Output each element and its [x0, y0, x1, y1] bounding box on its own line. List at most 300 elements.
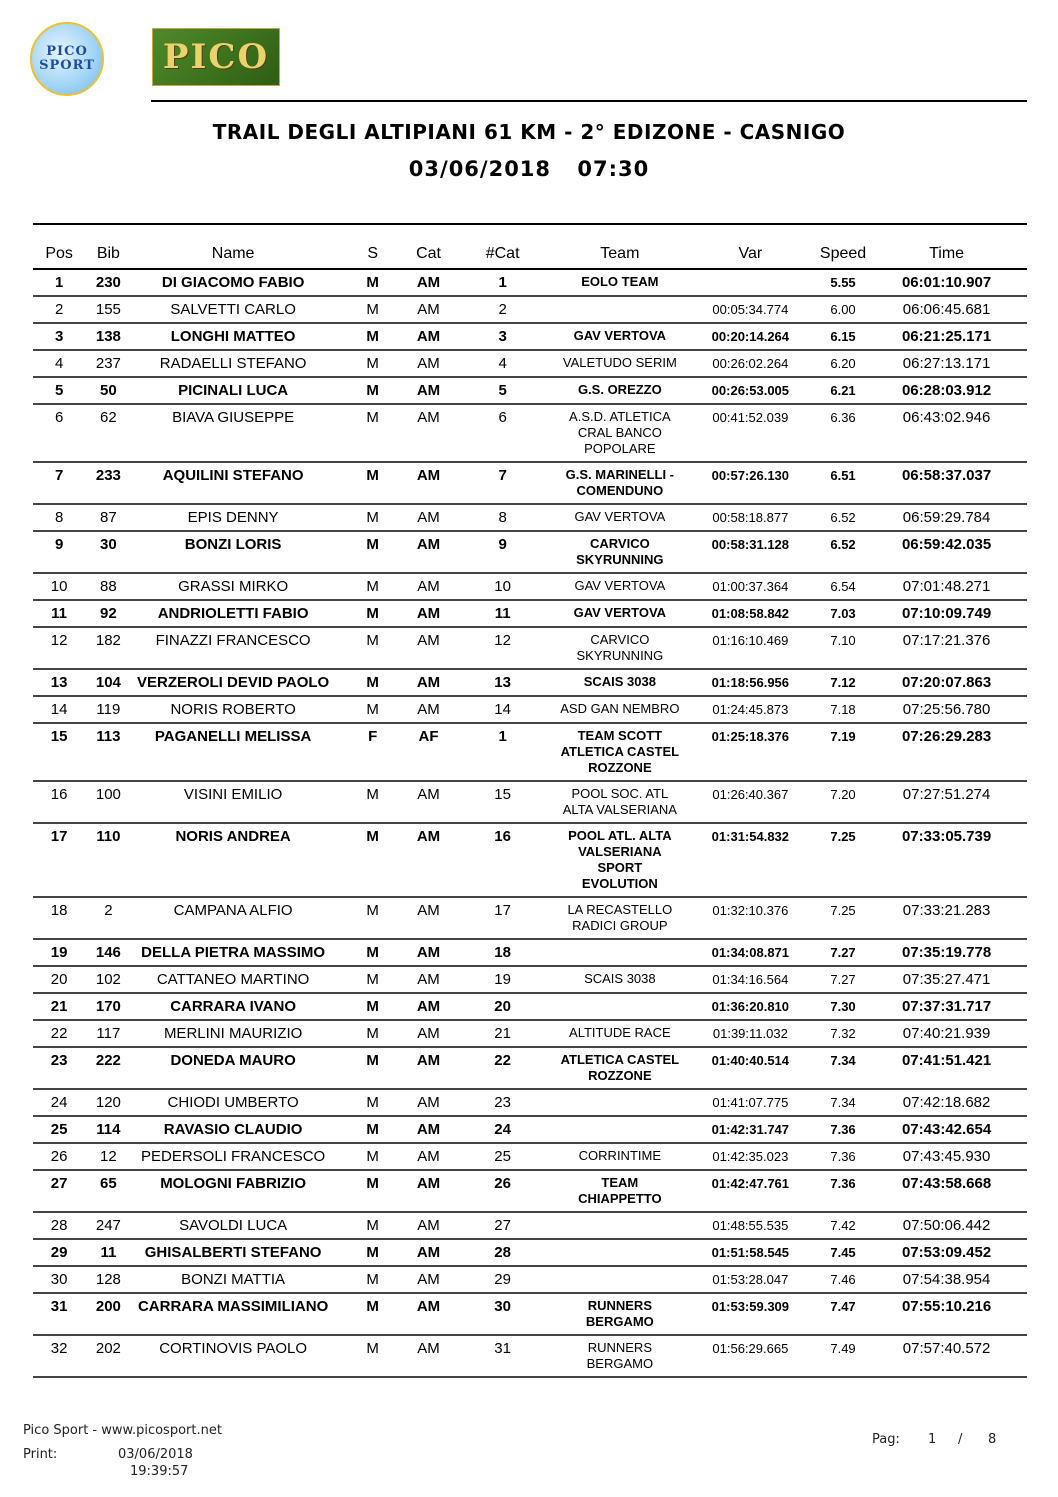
cell-bib: 222 [85, 1047, 131, 1089]
cell-var: 01:53:28.047 [681, 1266, 820, 1293]
cell-team [559, 939, 681, 966]
cell-pos: 13 [33, 669, 85, 696]
cell-time: 06:59:29.784 [866, 504, 1027, 531]
cell-speed: 7.36 [820, 1143, 866, 1170]
cell-time: 06:58:37.037 [866, 462, 1027, 504]
cell-time: 07:55:10.216 [866, 1293, 1027, 1335]
cell-name: GRASSI MIRKO [132, 573, 335, 600]
cell-ncat: 24 [446, 1116, 559, 1143]
cell-s: M [335, 1212, 411, 1239]
cell-s: M [335, 1020, 411, 1047]
cell-cat: AM [411, 377, 447, 404]
cell-pos: 9 [33, 531, 85, 573]
cell-var: 01:08:58.842 [681, 600, 820, 627]
cell-pos: 7 [33, 462, 85, 504]
cell-var: 00:26:53.005 [681, 377, 820, 404]
col-team: Team [559, 240, 681, 269]
race-datetime: 03/06/2018 07:30 [408, 157, 650, 181]
cell-var: 01:18:56.956 [681, 669, 820, 696]
cell-pos: 27 [33, 1170, 85, 1212]
cell-s: M [335, 993, 411, 1020]
cell-ncat: 1 [446, 269, 559, 296]
cell-speed: 7.10 [820, 627, 866, 669]
cell-name: CATTANEO MARTINO [132, 966, 335, 993]
cell-time: 07:20:07.863 [866, 669, 1027, 696]
table-row [33, 1047, 1027, 1089]
cell-time: 06:27:13.171 [866, 350, 1027, 377]
cell-speed: 7.45 [820, 1239, 866, 1266]
cell-bib: 237 [85, 350, 131, 377]
cell-pos: 15 [33, 723, 85, 781]
cell-time: 06:59:42.035 [866, 531, 1027, 573]
cell-team: CARVICO SKYRUNNING [559, 627, 681, 669]
cell-name: PICINALI LUCA [132, 377, 335, 404]
cell-ncat: 4 [446, 350, 559, 377]
cell-speed: 7.36 [820, 1170, 866, 1212]
cell-speed: 7.49 [820, 1335, 866, 1377]
cell-var: 01:24:45.873 [681, 696, 820, 723]
cell-time: 07:43:45.930 [866, 1143, 1027, 1170]
table-row [33, 993, 1027, 1020]
cell-team: ASD GAN NEMBRO [559, 696, 681, 723]
cell-speed: 7.34 [820, 1089, 866, 1116]
cell-speed: 6.15 [820, 323, 866, 350]
cell-s: M [335, 1047, 411, 1089]
cell-time: 06:43:02.946 [866, 404, 1027, 462]
cell-cat: AM [411, 1266, 447, 1293]
cell-bib: 170 [85, 993, 131, 1020]
table-row [33, 823, 1027, 897]
cell-time: 07:37:31.717 [866, 993, 1027, 1020]
cell-cat: AM [411, 627, 447, 669]
cell-ncat: 17 [446, 897, 559, 939]
table-row [33, 1143, 1027, 1170]
cell-time: 07:10:09.749 [866, 600, 1027, 627]
cell-time: 07:57:40.572 [866, 1335, 1027, 1377]
table-row [33, 1239, 1027, 1266]
cell-var: 01:32:10.376 [681, 897, 820, 939]
cell-speed: 7.27 [820, 939, 866, 966]
cell-bib: 247 [85, 1212, 131, 1239]
cell-time: 07:40:21.939 [866, 1020, 1027, 1047]
cell-cat: AM [411, 531, 447, 573]
cell-name: PAGANELLI MELISSA [132, 723, 335, 781]
cell-team: GAV VERTOVA [559, 573, 681, 600]
cell-speed: 6.52 [820, 504, 866, 531]
cell-pos: 12 [33, 627, 85, 669]
cell-time: 06:28:03.912 [866, 377, 1027, 404]
cell-cat: AM [411, 462, 447, 504]
cell-name: NORIS ROBERTO [132, 696, 335, 723]
cell-speed: 6.54 [820, 573, 866, 600]
cell-time: 07:35:19.778 [866, 939, 1027, 966]
table-row [33, 462, 1027, 504]
cell-cat: AM [411, 1335, 447, 1377]
cell-ncat: 26 [446, 1170, 559, 1212]
table-row [33, 1116, 1027, 1143]
table-row [33, 1266, 1027, 1293]
cell-team: CARVICO SKYRUNNING [559, 531, 681, 573]
cell-speed: 7.25 [820, 897, 866, 939]
cell-name: RAVASIO CLAUDIO [132, 1116, 335, 1143]
cell-ncat: 5 [446, 377, 559, 404]
cell-team [559, 1116, 681, 1143]
cell-cat: AM [411, 1212, 447, 1239]
cell-s: M [335, 323, 411, 350]
cell-pos: 14 [33, 696, 85, 723]
cell-ncat: 27 [446, 1212, 559, 1239]
cell-time: 07:50:06.442 [866, 1212, 1027, 1239]
cell-name: PEDERSOLI FRANCESCO [132, 1143, 335, 1170]
table-row [33, 627, 1027, 669]
cell-cat: AM [411, 573, 447, 600]
cell-var: 01:48:55.535 [681, 1212, 820, 1239]
cell-team: G.S. OREZZO [559, 377, 681, 404]
cell-pos: 24 [33, 1089, 85, 1116]
cell-time: 06:01:10.907 [866, 269, 1027, 296]
footer-site: Pico Sport - www.picosport.net [23, 1423, 222, 1438]
cell-var: 01:25:18.376 [681, 723, 820, 781]
cell-ncat: 3 [446, 323, 559, 350]
cell-var: 00:26:02.264 [681, 350, 820, 377]
cell-time: 07:27:51.274 [866, 781, 1027, 823]
cell-s: M [335, 1239, 411, 1266]
cell-ncat: 21 [446, 1020, 559, 1047]
table-row [33, 1293, 1027, 1335]
cell-time: 07:25:56.780 [866, 696, 1027, 723]
cell-team: RUNNERS BERGAMO [559, 1335, 681, 1377]
table-row [33, 696, 1027, 723]
cell-var: 00:41:52.039 [681, 404, 820, 462]
cell-name: AQUILINI STEFANO [132, 462, 335, 504]
cell-ncat: 10 [446, 573, 559, 600]
cell-team: VALETUDO SERIM [559, 350, 681, 377]
cell-s: F [335, 723, 411, 781]
cell-var: 01:34:08.871 [681, 939, 820, 966]
cell-name: MERLINI MAURIZIO [132, 1020, 335, 1047]
cell-speed: 7.19 [820, 723, 866, 781]
cell-s: M [335, 296, 411, 323]
table-row [33, 897, 1027, 939]
cell-pos: 26 [33, 1143, 85, 1170]
cell-time: 07:43:42.654 [866, 1116, 1027, 1143]
cell-s: M [335, 269, 411, 296]
cell-bib: 128 [85, 1266, 131, 1293]
table-row [33, 296, 1027, 323]
col-bib: Bib [85, 240, 131, 269]
footer-print-date: 03/06/2018 [118, 1447, 193, 1462]
cell-s: M [335, 781, 411, 823]
cell-speed: 7.32 [820, 1020, 866, 1047]
table-row [33, 323, 1027, 350]
table-row [33, 781, 1027, 823]
cell-team: A.S.D. ATLETICA CRAL BANCO POPOLARE [559, 404, 681, 462]
table-row [33, 939, 1027, 966]
cell-pos: 6 [33, 404, 85, 462]
cell-team: SCAIS 3038 [559, 669, 681, 696]
cell-bib: 50 [85, 377, 131, 404]
cell-speed: 5.55 [820, 269, 866, 296]
cell-var: 00:20:14.264 [681, 323, 820, 350]
cell-team [559, 1089, 681, 1116]
col-time: Time [866, 240, 1027, 269]
cell-team: RUNNERS BERGAMO [559, 1293, 681, 1335]
cell-team: GAV VERTOVA [559, 504, 681, 531]
col-sex: S [335, 240, 411, 269]
cell-ncat: 29 [446, 1266, 559, 1293]
cell-cat: AM [411, 781, 447, 823]
cell-ncat: 8 [446, 504, 559, 531]
cell-var: 01:40:40.514 [681, 1047, 820, 1089]
cell-speed: 7.46 [820, 1266, 866, 1293]
cell-var: 01:31:54.832 [681, 823, 820, 897]
cell-var: 01:42:47.761 [681, 1170, 820, 1212]
cell-name: NORIS ANDREA [132, 823, 335, 897]
col-ncat: #Cat [446, 240, 559, 269]
cell-name: VERZEROLI DEVID PAOLO [132, 669, 335, 696]
cell-bib: 110 [85, 823, 131, 897]
cell-var: 01:34:16.564 [681, 966, 820, 993]
cell-cat: AM [411, 897, 447, 939]
cell-speed: 6.52 [820, 531, 866, 573]
cell-speed: 6.00 [820, 296, 866, 323]
cell-bib: 233 [85, 462, 131, 504]
col-var: Var [681, 240, 820, 269]
race-title: TRAIL DEGLI ALTIPIANI 61 KM - 2° EDIZONE - CASNIGO [212, 120, 846, 144]
cell-ncat: 11 [446, 600, 559, 627]
cell-var: 01:53:59.309 [681, 1293, 820, 1335]
cell-ncat: 23 [446, 1089, 559, 1116]
cell-speed: 7.20 [820, 781, 866, 823]
cell-team: CORRINTIME [559, 1143, 681, 1170]
cell-name: BONZI LORIS [132, 531, 335, 573]
cell-team [559, 1239, 681, 1266]
cell-bib: 117 [85, 1020, 131, 1047]
cell-bib: 202 [85, 1335, 131, 1377]
cell-team [559, 1266, 681, 1293]
cell-var: 01:00:37.364 [681, 573, 820, 600]
cell-s: M [335, 897, 411, 939]
cell-pos: 29 [33, 1239, 85, 1266]
cell-time: 07:01:48.271 [866, 573, 1027, 600]
cell-pos: 2 [33, 296, 85, 323]
cell-cat: AM [411, 1239, 447, 1266]
cell-cat: AM [411, 1047, 447, 1089]
cell-pos: 22 [33, 1020, 85, 1047]
cell-pos: 19 [33, 939, 85, 966]
cell-team: SCAIS 3038 [559, 966, 681, 993]
header-divider [151, 100, 1027, 102]
cell-var: 01:51:58.545 [681, 1239, 820, 1266]
col-name: Name [132, 240, 335, 269]
cell-speed: 6.36 [820, 404, 866, 462]
cell-bib: 120 [85, 1089, 131, 1116]
table-row [33, 377, 1027, 404]
cell-bib: 87 [85, 504, 131, 531]
cell-s: M [335, 696, 411, 723]
cell-ncat: 15 [446, 781, 559, 823]
cell-ncat: 31 [446, 1335, 559, 1377]
cell-cat: AM [411, 404, 447, 462]
cell-pos: 16 [33, 781, 85, 823]
cell-name: VISINI EMILIO [132, 781, 335, 823]
cell-time: 07:35:27.471 [866, 966, 1027, 993]
cell-team [559, 296, 681, 323]
cell-ncat: 7 [446, 462, 559, 504]
cell-bib: 155 [85, 296, 131, 323]
cell-speed: 7.47 [820, 1293, 866, 1335]
cell-bib: 11 [85, 1239, 131, 1266]
cell-name: CARRARA MASSIMILIANO [132, 1293, 335, 1335]
cell-cat: AM [411, 296, 447, 323]
cell-team [559, 993, 681, 1020]
cell-ncat: 9 [446, 531, 559, 573]
cell-bib: 92 [85, 600, 131, 627]
cell-pos: 10 [33, 573, 85, 600]
cell-name: GHISALBERTI STEFANO [132, 1239, 335, 1266]
cell-bib: 88 [85, 573, 131, 600]
cell-team: EOLO TEAM [559, 269, 681, 296]
table-row [33, 350, 1027, 377]
cell-team: POOL ATL. ALTA VALSERIANA SPORT EVOLUTION [559, 823, 681, 897]
cell-speed: 7.42 [820, 1212, 866, 1239]
table-row [33, 504, 1027, 531]
page-current: 1 [928, 1432, 937, 1447]
cell-cat: AM [411, 696, 447, 723]
cell-cat: AM [411, 1020, 447, 1047]
cell-bib: 104 [85, 669, 131, 696]
cell-time: 07:42:18.682 [866, 1089, 1027, 1116]
cell-ncat: 25 [446, 1143, 559, 1170]
cell-name: CARRARA IVANO [132, 993, 335, 1020]
cell-ncat: 2 [446, 296, 559, 323]
cell-pos: 25 [33, 1116, 85, 1143]
cell-ncat: 30 [446, 1293, 559, 1335]
cell-bib: 62 [85, 404, 131, 462]
table-row [33, 1335, 1027, 1377]
cell-var: 01:36:20.810 [681, 993, 820, 1020]
col-speed: Speed [820, 240, 866, 269]
cell-team: ATLETICA CASTEL ROZZONE [559, 1047, 681, 1089]
cell-name: BONZI MATTIA [132, 1266, 335, 1293]
cell-pos: 23 [33, 1047, 85, 1089]
cell-time: 07:33:21.283 [866, 897, 1027, 939]
cell-name: RADAELLI STEFANO [132, 350, 335, 377]
cell-ncat: 14 [446, 696, 559, 723]
cell-cat: AM [411, 350, 447, 377]
cell-bib: 2 [85, 897, 131, 939]
footer-print-label: Print: [23, 1447, 58, 1462]
cell-s: M [335, 939, 411, 966]
cell-s: M [335, 350, 411, 377]
cell-name: EPIS DENNY [132, 504, 335, 531]
cell-time: 07:33:05.739 [866, 823, 1027, 897]
cell-name: LONGHI MATTEO [132, 323, 335, 350]
cell-name: DONEDA MAURO [132, 1047, 335, 1089]
table-row [33, 966, 1027, 993]
cell-s: M [335, 462, 411, 504]
cell-s: M [335, 823, 411, 897]
table-row [33, 1020, 1027, 1047]
cell-var: 01:42:35.023 [681, 1143, 820, 1170]
cell-speed: 6.20 [820, 350, 866, 377]
cell-name: CAMPANA ALFIO [132, 897, 335, 939]
cell-cat: AM [411, 1293, 447, 1335]
cell-cat: AM [411, 823, 447, 897]
cell-speed: 7.12 [820, 669, 866, 696]
table-row [33, 269, 1027, 296]
cell-speed: 7.25 [820, 823, 866, 897]
cell-pos: 21 [33, 993, 85, 1020]
page-separator: / [958, 1432, 963, 1447]
cell-s: M [335, 504, 411, 531]
cell-cat: AM [411, 1170, 447, 1212]
cell-time: 07:43:58.668 [866, 1170, 1027, 1212]
cell-time: 06:06:45.681 [866, 296, 1027, 323]
cell-pos: 31 [33, 1293, 85, 1335]
cell-team: ALTITUDE RACE [559, 1020, 681, 1047]
cell-var: 01:42:31.747 [681, 1116, 820, 1143]
col-pos: Pos [33, 240, 85, 269]
logo-text: PICO SPORT [39, 44, 95, 73]
cell-bib: 138 [85, 323, 131, 350]
cell-cat: AM [411, 323, 447, 350]
cell-team: G.S. MARINELLI - COMENDUNO [559, 462, 681, 504]
cell-time: 07:41:51.421 [866, 1047, 1027, 1089]
cell-var: 00:57:26.130 [681, 462, 820, 504]
cell-pos: 17 [33, 823, 85, 897]
table-row [33, 1089, 1027, 1116]
table-row [33, 573, 1027, 600]
col-cat: Cat [411, 240, 447, 269]
cell-var: 01:56:29.665 [681, 1335, 820, 1377]
table-row [33, 1170, 1027, 1212]
cell-name: MOLOGNI FABRIZIO [132, 1170, 335, 1212]
cell-cat: AM [411, 269, 447, 296]
cell-bib: 200 [85, 1293, 131, 1335]
cell-time: 07:26:29.283 [866, 723, 1027, 781]
cell-team: TEAM CHIAPPETTO [559, 1170, 681, 1212]
cell-ncat: 28 [446, 1239, 559, 1266]
table-row [33, 531, 1027, 573]
cell-name: BIAVA GIUSEPPE [132, 404, 335, 462]
cell-time: 06:21:25.171 [866, 323, 1027, 350]
cell-pos: 1 [33, 269, 85, 296]
cell-name: CORTINOVIS PAOLO [132, 1335, 335, 1377]
cell-cat: AF [411, 723, 447, 781]
table-row [33, 723, 1027, 781]
pico-sport-logo [30, 22, 104, 96]
cell-ncat: 22 [446, 1047, 559, 1089]
cell-name: ANDRIOLETTI FABIO [132, 600, 335, 627]
cell-s: M [335, 966, 411, 993]
cell-s: M [335, 1335, 411, 1377]
results-table [33, 240, 1027, 1378]
cell-s: M [335, 404, 411, 462]
page-total: 8 [988, 1432, 997, 1447]
cell-var: 01:41:07.775 [681, 1089, 820, 1116]
cell-cat: AM [411, 1143, 447, 1170]
table-row [33, 669, 1027, 696]
cell-ncat: 12 [446, 627, 559, 669]
cell-name: DI GIACOMO FABIO [132, 269, 335, 296]
cell-pos: 18 [33, 897, 85, 939]
cell-pos: 8 [33, 504, 85, 531]
cell-cat: AM [411, 1089, 447, 1116]
cell-speed: 6.51 [820, 462, 866, 504]
cell-pos: 30 [33, 1266, 85, 1293]
cell-ncat: 13 [446, 669, 559, 696]
